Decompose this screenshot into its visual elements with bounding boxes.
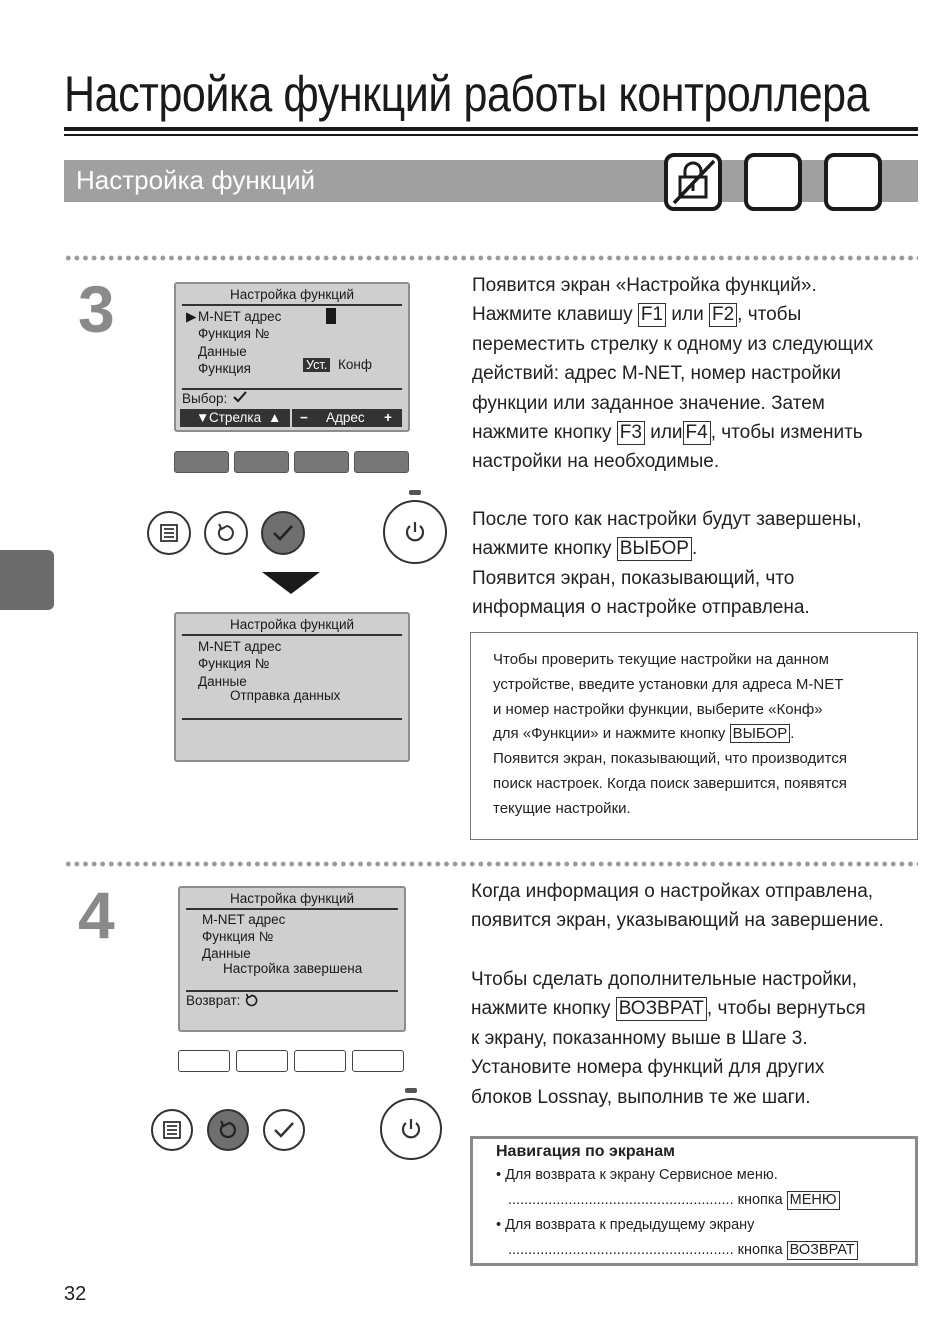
power-led xyxy=(405,1088,417,1093)
chapter-side-tab xyxy=(0,550,54,610)
down-arrow-icon xyxy=(262,572,320,599)
step4-additional-settings-text: Чтобы сделать дополнительные настройки, нажмите кнопку ВОЗВРАТ , чтобы вернуться к экрану, показанному выше в Шаге 3. Установите номера функций для других блоков Lossnay, выполнив те же шаги. xyxy=(471,969,866,1108)
page-title: Настройка функций работы контроллера xyxy=(64,66,870,122)
lcd-divider xyxy=(186,990,398,992)
f4-key-label: F4 xyxy=(683,421,711,445)
lcd-header: Настройка функций xyxy=(229,891,355,906)
f2-key-label: F2 xyxy=(709,303,737,327)
menu-icon xyxy=(159,523,179,543)
lock-disabled-icon xyxy=(664,153,722,211)
section-title: Настройка функций xyxy=(76,165,315,195)
menu-button[interactable] xyxy=(151,1109,193,1151)
f3-key[interactable] xyxy=(294,1050,346,1072)
return-icon xyxy=(244,993,258,1011)
power-led xyxy=(409,490,421,495)
menu-icon xyxy=(162,1120,182,1140)
lcd-header: Настройка функций xyxy=(229,617,355,632)
f3-key-label: F3 xyxy=(617,421,645,445)
f2-key[interactable] xyxy=(234,451,289,473)
lcd-item-function-number: Функция № xyxy=(198,326,270,341)
return-key-label: ВОЗВРАТ xyxy=(787,1241,858,1260)
select-button[interactable] xyxy=(263,1109,305,1151)
select-button[interactable] xyxy=(261,511,305,555)
blank-mode-icon xyxy=(824,153,882,211)
check-icon xyxy=(272,1120,296,1140)
select-key-label: ВЫБОР xyxy=(730,724,791,743)
return-key-label: ВОЗВРАТ xyxy=(616,997,707,1021)
f4-key[interactable] xyxy=(354,451,409,473)
lcd-item-mnet-address: M-NET адрес xyxy=(198,309,282,324)
dotted-separator xyxy=(64,861,918,867)
lcd-status: Отправка данных xyxy=(230,688,341,703)
power-icon xyxy=(398,1116,424,1142)
lcd-divider xyxy=(186,908,398,910)
lcd-divider xyxy=(182,718,402,720)
check-icon xyxy=(232,390,248,408)
return-icon xyxy=(215,522,237,544)
title-rule-thin xyxy=(64,134,918,136)
menu-key-label: МЕНЮ xyxy=(787,1191,840,1210)
f1-key[interactable] xyxy=(174,451,229,473)
lcd-item-data: Данные xyxy=(202,946,251,961)
lcd-item-data: Данные xyxy=(198,674,247,689)
lcd-status: Настройка завершена xyxy=(223,961,363,976)
lcd-footer-address: − Адрес + xyxy=(292,409,402,427)
lcd-item-data: Данные xyxy=(198,344,247,359)
select-key-label: ВЫБОР xyxy=(617,537,692,561)
lcd-divider xyxy=(182,388,402,390)
lcd-screen-setting-complete xyxy=(178,886,406,1032)
menu-button[interactable] xyxy=(147,511,191,555)
power-button[interactable] xyxy=(383,500,447,564)
step3-instructions: Появится экран «Настройка функций». Нажмите клавишу F1 или F2 , чтобы переместить стрелку к одному из следующих действий: адрес M-NET, номер настройки функции или заданное значение. Затем нажмите кнопку F3 или F4 , чтобы изменить настройки на необходимые. xyxy=(472,275,874,473)
plus-icon: + xyxy=(384,410,392,425)
f1-key[interactable] xyxy=(178,1050,230,1072)
lcd-input-cursor xyxy=(326,308,336,324)
lcd-item-function-number: Функция № xyxy=(202,929,274,944)
step4-instructions: Когда информация о настройках отправлена, появится экран, указывающий на завершение. xyxy=(471,881,884,932)
f2-key[interactable] xyxy=(236,1050,288,1072)
lcd-set-tag: Уст. xyxy=(303,358,330,372)
lcd-screen-sending-data xyxy=(174,612,410,762)
title-rule-thick xyxy=(64,127,918,131)
up-triangle-icon: ▲ xyxy=(268,410,282,425)
page-number: 32 xyxy=(64,1283,87,1305)
lcd-screen-function-setting xyxy=(174,282,410,432)
check-icon xyxy=(271,523,295,543)
return-button[interactable] xyxy=(207,1109,249,1151)
lcd-footer-arrow: ▼ Стрелка ▲ xyxy=(180,409,290,427)
lcd-item-function-number: Функция № xyxy=(198,656,270,671)
navigation-items: • Для возврата к экрану Сервисное меню. ........................................................ кнопка МЕНЮ • Для возврата к предыдущему экрану ........................................................ кнопка ВОЗВРАТ xyxy=(496,1163,858,1263)
minus-icon: − xyxy=(300,410,308,425)
lcd-header: Настройка функций xyxy=(229,287,355,302)
navigation-title: Навигация по экранам xyxy=(496,1143,675,1160)
blank-mode-icon xyxy=(744,153,802,211)
lcd-divider xyxy=(182,304,402,306)
power-icon xyxy=(402,519,428,545)
step-number-4: 4 xyxy=(78,878,115,952)
step3-note-text: Чтобы проверить текущие настройки на данном устройстве, введите установки для адреса M-NET и номер настройки функции, выберите «Конф» для «Функции» и нажмите кнопку ВЫБОР . Появится экран, показывающий, что производится поиск настроек. Когда поиск завершится, появятся текущие настройки. xyxy=(493,651,847,817)
lcd-item-mnet-address: M-NET адрес xyxy=(198,639,282,654)
step-number-3: 3 xyxy=(78,272,115,346)
lcd-divider xyxy=(182,634,402,636)
dotted-separator xyxy=(64,255,918,261)
return-icon xyxy=(217,1119,239,1141)
power-button[interactable] xyxy=(380,1098,442,1160)
lcd-select-label: Выбор: xyxy=(182,391,228,406)
lcd-item-mnet-address: M-NET адрес xyxy=(202,912,286,927)
lcd-value-conf: Конф xyxy=(338,357,372,372)
step3-completion-text: После того как настройки будут завершены, нажмите кнопку ВЫБОР . Появится экран, показывающий, что информация о настройке отправлена. xyxy=(472,509,862,619)
return-button[interactable] xyxy=(204,511,248,555)
cursor-arrow-icon: ▶ xyxy=(186,309,197,324)
f4-key[interactable] xyxy=(352,1050,404,1072)
down-triangle-icon: ▼ xyxy=(196,410,210,425)
lcd-item-function: Функция xyxy=(198,361,251,376)
lcd-return-label: Возврат: xyxy=(186,993,241,1008)
f3-key[interactable] xyxy=(294,451,349,473)
f1-key-label: F1 xyxy=(638,303,666,327)
